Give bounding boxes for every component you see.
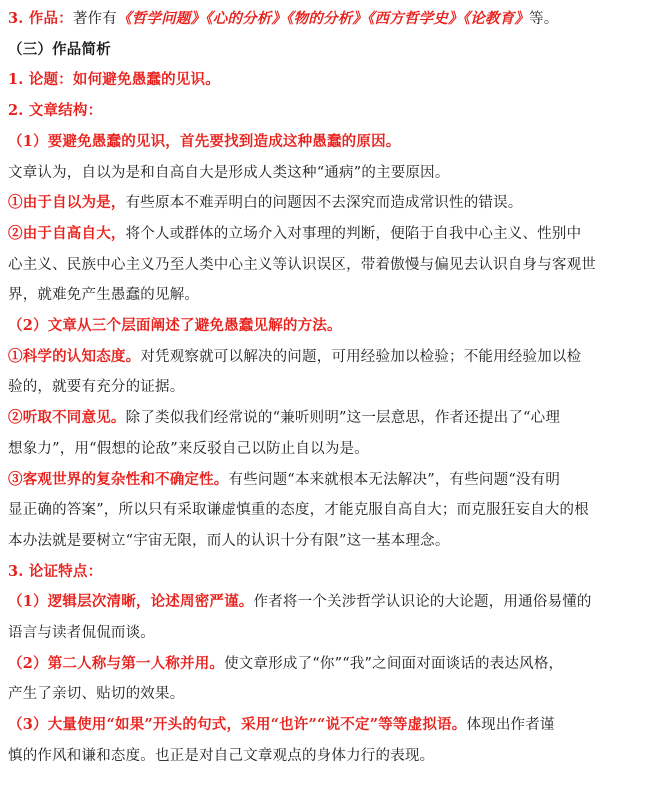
cause1-text: 有些原本不难弄明白的问题因不去深究而造成常识性的错误。 [125, 195, 523, 212]
part1-intro: 文章认为，自以为是和自高自大是形成人类这种“通病”的主要原因。 [8, 164, 450, 181]
method3-label: ③客观世界的复杂性和不确定性。 [8, 470, 229, 488]
feature2-label: （2）第二人称与第一人称并用。 [8, 654, 225, 672]
work-title: 《哲学问题》 [117, 10, 206, 27]
part2-heading: （2）文章从三个层面阐述了避免愚蠢见解的方法。 [8, 317, 342, 335]
feature2-line [8, 649, 636, 680]
works-label: 3. 作品： [8, 10, 73, 27]
works-suffix: 等。 [529, 11, 559, 27]
cause2-line [8, 219, 636, 250]
feature3-text: 体现出作者谨 [466, 717, 555, 734]
work-title: 《物的分析》 [286, 10, 368, 27]
feature3-label: （3）大量使用“如果”开头的句式，采用“也许”“说不定”等等虚拟语。 [8, 716, 467, 734]
feature1-text-line: 语言与读者侃侃而谈。 [8, 625, 155, 642]
cause2-text-line: 心主义、民族中心主义乃至人类中心主义等认识误区，带着傲慢与偏见去认识自身与客观世 [8, 256, 596, 273]
section-heading: （三）作品简析 [8, 40, 111, 58]
method2-text: 除了类似我们经常说的“兼听则明”这一层意思，作者还提出了“心理 [125, 410, 561, 427]
cause2-text-line: 界，就难免产生愚蠢的见解。 [8, 287, 200, 304]
feature3-line [8, 710, 636, 741]
feature1-text: 作者将一个关涉哲学认识论的大论题，用通俗易懂的 [253, 594, 592, 611]
method1-text-line: 验的，就要有充分的证据。 [8, 379, 185, 396]
feature2-text-line: 产生了亲切、贴切的效果。 [8, 686, 185, 703]
features-heading: 3. 论证特点： [8, 562, 103, 580]
works-prefix: 著作有 [72, 11, 117, 27]
works-line [8, 4, 636, 35]
part1-heading: （1）要避免愚蠢的见识，首先要找到造成这种愚蠢的原因。 [8, 132, 401, 150]
method3-text: 有些问题“本来就根本无法解决”，有些问题“没有明 [228, 471, 561, 488]
work-title: 《西方哲学史》 [367, 10, 463, 27]
method3-text-line: 本办法就是要树立“宇宙无限，而人的认识十分有限”这一基本理念。 [8, 532, 450, 549]
feature2-text: 使文章形成了“你”“我”之间面对面谈话的表达风格， [224, 655, 564, 672]
cause1-line [8, 188, 636, 219]
cause2-text: 将个人或群体的立场介入对事理的判断，便陷于自我中心主义、性别中 [125, 225, 582, 242]
cause2-label: ②由于自高自大， [8, 224, 126, 242]
work-title: 《心的分析》 [205, 10, 287, 27]
method1-text: 对凭观察就可以解决的问题，可用经验加以检验；不能用经验加以检 [140, 348, 582, 365]
feature3-text-line: 慎的作风和谦和态度。也正是对自己文章观点的身体力行的表现。 [8, 747, 435, 764]
method1-line [8, 342, 636, 373]
method2-label: ②听取不同意见。 [8, 409, 126, 427]
method1-label: ①科学的认知态度。 [8, 347, 141, 365]
method2-text-line: 想象力”，用“假想的论敌”来反驳自己以防止自以为是。 [8, 440, 369, 457]
thesis-label: 1. 论题： [8, 71, 73, 89]
method3-line [8, 465, 636, 496]
method3-text-line: 显正确的答案”，所以只有采取谦虚慎重的态度，才能克服自高自大；而克服狂妄自大的根 [8, 502, 589, 519]
work-title: 《论教育》 [462, 10, 530, 27]
method2-line [8, 403, 636, 434]
thesis-line [8, 65, 636, 96]
cause1-label: ①由于自以为是， [8, 194, 126, 212]
document-page [0, 4, 646, 791]
feature1-label: （1）逻辑层次清晰，论述周密严谨。 [8, 593, 254, 611]
thesis-text: 如何避免愚蠢的见识。 [72, 71, 220, 89]
feature1-line [8, 587, 636, 618]
structure-heading: 2. 文章结构： [8, 102, 103, 120]
